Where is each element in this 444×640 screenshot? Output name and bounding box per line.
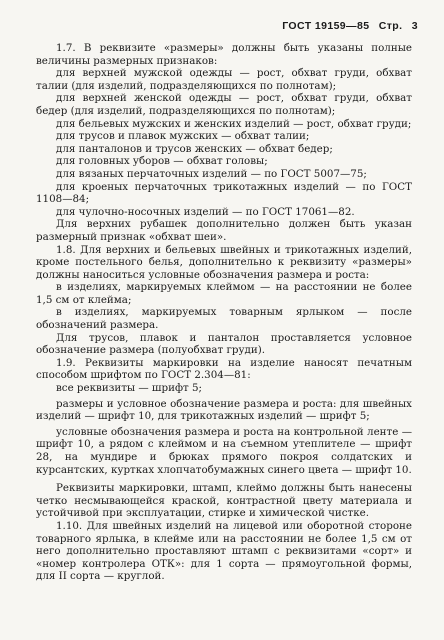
paragraph-briefs-size: Для трусов, плавок и панталон проставляется условное обозначение размера (полуобхват груди). [36,331,412,357]
list-item-stamp: в изделиях, маркируемых клеймом — на расстоянии не более 1,5 см от клейма; [36,281,412,306]
paragraph-paint: Реквизиты маркировки, штамп, клеймо должны быть нанесены четко несмывающейся краской, контрастной цвету материала и устойчивой при эксплуатации, стирке и химической чистке. [36,482,412,520]
list-item-cut-gloves: для кроеных перчаточных трикотажных изделий — по ГОСТ 1108—84; [36,180,412,206]
paragraph-shirts: Для верхних рубашек дополнительно должен быть указан размерный признак «обхват шеи». [36,218,412,243]
page-label: Стр. [378,20,403,32]
list-item-hosiery: для чулочно-носочных изделий — по ГОСТ 17061—82. [56,205,355,218]
paragraph-1-7: 1.7. В реквизите «размеры» должны быть указаны полные величины размерных признаков: [36,42,412,67]
page-header [276,20,418,32]
list-item-headwear: для головных уборов — обхват головы; [56,155,268,168]
list-item-control-tape: условные обозначения размера и роста на контрольной ленте — шрифт 10, а рядом с клеймом и на съемном утеплителе — шрифт 28, на мундире и брюках прямого покроя солдатских и курсантских, куртках хлопчатобумажных синего цвета — шрифт 10. [36,425,412,476]
standard-code: ГОСТ 19159—85 [282,20,370,32]
list-item-label: в изделиях, маркируемых товарным ярлыком — после обозначений размера. [36,306,412,332]
paragraph-1-10: 1.10. Для швейных изделий на лицевой или оборотной стороне товарного ярлыка, в клейме или на расстоянии не более 1,5 см от него дополнительно проставляют штамп с реквизитами «сорт» и «номер контролера ОТК»: для 1 сорта — прямоугольной формы, для II сорта — круглой. [36,519,412,583]
list-item-men-briefs: для трусов и плавок мужских — обхват талии; [56,130,310,143]
list-item-all-requisites: все реквизиты — шрифт 5; [56,382,203,395]
paragraph-1-8: 1.8. Для верхних и бельевых швейных и трикотажных изделий, кроме постельного белья, дополнительно к реквизиту «размеры» должны наноситься условные обозначения размера и роста: [36,243,412,281]
list-item-women-outerwear: для верхней женской одежды — рост, обхват груди, обхват бедер (для изделий, подразделяющихся по полнотам); [36,92,412,117]
body-text [36,42,412,583]
list-item-men-outerwear: для верхней мужской одежды — рост, обхват груди, обхват талии (для изделий, подразделяющихся по полнотам); [36,67,412,92]
list-item-size-font: размеры и условное обозначение размера и роста: для швейных изделий — шрифт 10, для трикотажных изделий — шрифт 5; [36,397,412,423]
list-item-underwear: для бельевых мужских и женских изделий — рост, обхват груди; [56,117,412,130]
paragraph-1-9: 1.9. Реквизиты маркировки на изделие наносят печатным способом шрифтом по ГОСТ 2.304—81: [36,356,412,382]
list-item-women-briefs: для панталонов и трусов женских — обхват бедер; [56,142,333,155]
page-number: 3 [411,20,418,32]
list-item-knitted-gloves: для вязаных перчаточных изделий — по ГОСТ 5007—75; [56,167,367,180]
